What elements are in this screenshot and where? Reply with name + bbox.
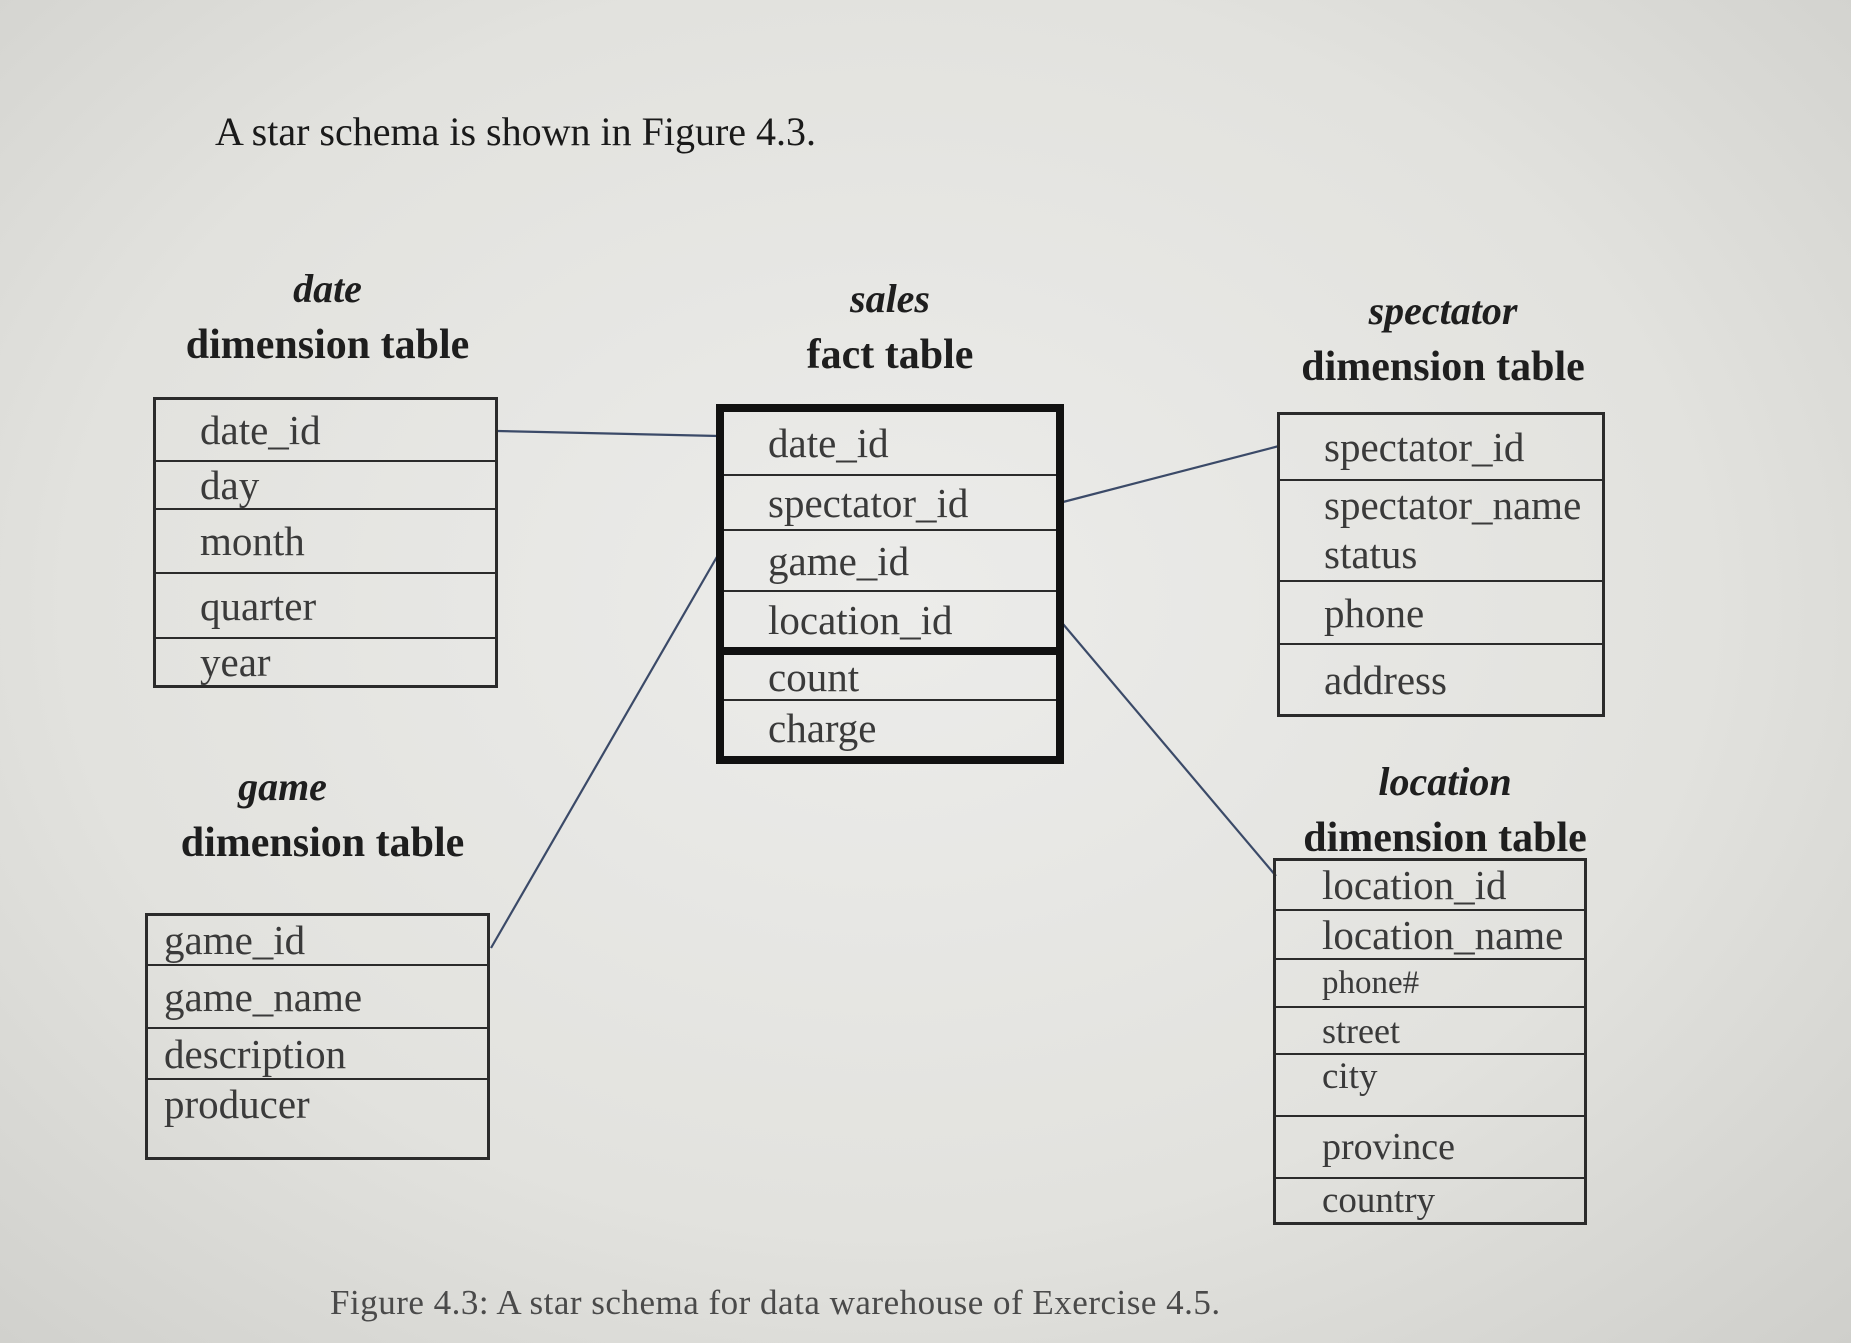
spectator-dimension-table — [1277, 412, 1605, 717]
table-row: quarter — [156, 574, 495, 639]
table-row: city — [1276, 1055, 1584, 1117]
link-game-sales — [491, 555, 718, 948]
sales-fact-table — [716, 404, 1064, 764]
table-row: street — [1276, 1008, 1584, 1055]
table-row: day — [156, 462, 495, 510]
date-table-heading — [155, 262, 500, 374]
table-row: country — [1322, 1180, 1436, 1221]
table-row: spectator_name — [1324, 481, 1582, 528]
location-table-name: location — [1378, 759, 1512, 804]
table-row: game_id — [148, 916, 487, 966]
sales-table-name: sales — [850, 276, 930, 321]
link-spectator-sales — [1063, 446, 1279, 502]
spectator-table-name: spectator — [1368, 288, 1518, 333]
table-row: count — [724, 655, 1056, 701]
table-row: province — [1276, 1117, 1584, 1179]
location-dimension-table — [1273, 858, 1587, 1225]
figure-caption: Figure 4.3: A star schema for data warehouse of Exercise 4.5. — [330, 1283, 1221, 1322]
table-row: phone — [1280, 582, 1602, 645]
table-row: charge — [768, 705, 877, 751]
table-row: location_name — [1276, 911, 1584, 960]
table-row: status — [1280, 528, 1602, 582]
table-row: description — [148, 1029, 487, 1080]
game-table-name: game — [238, 764, 327, 809]
table-row: spectator_id — [1280, 415, 1602, 481]
table-row: game_id — [724, 531, 1056, 592]
table-row: game_name — [148, 966, 487, 1029]
game-table-kind: dimension table — [180, 820, 465, 866]
date-dimension-table — [153, 397, 498, 688]
table-row: address — [1324, 656, 1447, 703]
table-row: date_id — [156, 400, 495, 462]
table-row: producer — [164, 1081, 310, 1127]
sales-table-heading — [720, 272, 1060, 384]
link-location-sales — [1063, 624, 1276, 876]
spectator-table-heading — [1278, 284, 1608, 396]
intro-text: A star schema is shown in Figure 4.3. — [215, 109, 817, 154]
game-dimension-table — [145, 913, 490, 1160]
link-date-sales — [497, 431, 719, 436]
table-row: year — [200, 639, 271, 685]
table-row: spectator_id — [724, 476, 1056, 531]
table-row: location_id — [724, 592, 1056, 655]
game-table-heading — [150, 760, 495, 872]
spectator-table-kind: dimension table — [1301, 344, 1585, 390]
sales-table-kind: fact table — [806, 332, 974, 378]
table-row: date_id — [724, 412, 1056, 476]
date-table-name: date — [293, 266, 362, 311]
location-table-heading — [1280, 755, 1610, 867]
table-row: phone# — [1276, 960, 1584, 1008]
table-row: month — [156, 510, 495, 574]
table-row: location_id — [1276, 861, 1584, 911]
location-table-kind: dimension table — [1303, 815, 1587, 861]
date-table-kind: dimension table — [185, 322, 470, 368]
